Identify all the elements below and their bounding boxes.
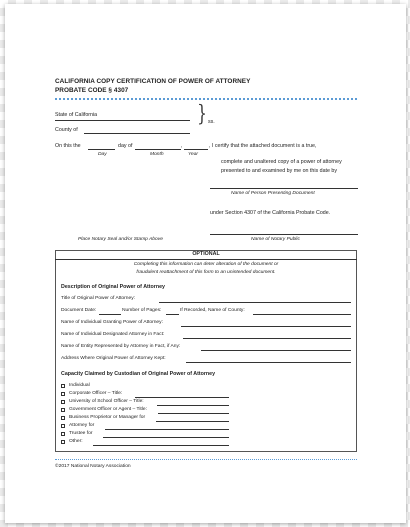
form-title: CALIFORNIA COPY CERTIFICATION OF POWER OF ATTORNEY — [55, 78, 251, 85]
document-page — [5, 4, 406, 523]
optional-heading-rule — [55, 259, 357, 260]
capacity-option-field[interactable] — [157, 405, 229, 406]
day-field[interactable] — [88, 149, 115, 150]
capacity-option: University of School Officer – Title: — [69, 399, 144, 404]
month-field[interactable] — [135, 149, 181, 150]
day-caption: Day — [98, 152, 107, 157]
designated-field[interactable] — [183, 338, 351, 339]
month-caption: Month — [150, 152, 164, 157]
capacity-option: Other: — [69, 439, 83, 444]
notary-name-caption: Name of Notary Public — [251, 237, 300, 242]
recorded-county-field[interactable] — [253, 314, 351, 315]
capacity-option: Trustee for — [69, 431, 93, 436]
year-field[interactable] — [184, 149, 208, 150]
certify-line-3: presented to and examined by me on this date by — [221, 168, 338, 174]
document-date-label: Document Date: — [61, 308, 97, 313]
capacity-option-field[interactable] — [105, 429, 229, 430]
capacity-checkbox[interactable] — [61, 392, 65, 396]
capacity-option: Government Officer or Agent – Title: — [69, 407, 147, 412]
description-heading: Description of Original Power of Attorney — [61, 284, 165, 290]
granting-label: Name of Individual Granting Power of Attorney: — [61, 320, 163, 325]
document-date-field[interactable] — [99, 314, 121, 315]
address-field[interactable] — [186, 362, 351, 363]
title-field[interactable] — [159, 302, 351, 303]
day-of-label: day of — [118, 143, 133, 149]
capacity-checkbox[interactable] — [61, 384, 65, 388]
capacity-option-field[interactable] — [156, 421, 229, 422]
optional-note-2: fraudulent reattachment of this form to an unintended document. — [136, 270, 276, 275]
capacity-checkbox[interactable] — [61, 400, 65, 404]
recorded-county-label: If Recorded, Name of County: — [180, 308, 245, 313]
state-label: State of California — [55, 112, 98, 118]
footer-divider — [55, 459, 357, 460]
entity-label: Name of Entity Represented by Attorney in Fact, if Any: — [61, 344, 181, 349]
capacity-option: Individual — [69, 383, 90, 388]
optional-heading: OPTIONAL — [192, 251, 220, 257]
title-field-label: Title of Original Power of Attorney: — [61, 296, 136, 301]
entity-field[interactable] — [201, 350, 351, 351]
capacity-option: Attorney for — [69, 423, 95, 428]
capacity-option: Business Proprietor or Manager for — [69, 415, 146, 420]
capacity-checkbox[interactable] — [61, 416, 65, 420]
designated-label: Name of Individual Designated Attorney in Fact: — [61, 332, 165, 337]
pages-field[interactable] — [166, 314, 179, 315]
presenter-name-field[interactable] — [210, 188, 358, 189]
capacity-checkbox[interactable] — [61, 408, 65, 412]
capacity-option: Corporate Officer – Title: — [69, 391, 123, 396]
presenter-name-caption: Name of Person Presenting Document — [231, 191, 315, 196]
capacity-option-field[interactable] — [158, 413, 229, 414]
under-section-text: under Section 4307 of the California Probate Code. — [210, 210, 331, 216]
county-field[interactable] — [84, 133, 190, 134]
pages-label: Number of Pages: — [122, 308, 162, 313]
title-divider — [55, 98, 357, 100]
state-line — [55, 120, 190, 121]
optional-note-1: Completing this information can deter alteration of the document or — [133, 262, 279, 267]
capacity-option-field[interactable] — [93, 445, 229, 446]
county-label: County of — [55, 127, 78, 133]
year-caption: Year — [188, 152, 199, 157]
seal-caption: Place Notary Seal and/or Stamp Above — [78, 237, 163, 242]
capacity-option-field[interactable] — [103, 437, 229, 438]
footer-copyright: ©2017 National Notary Association — [55, 464, 131, 469]
on-this-label: On this the — [55, 143, 81, 149]
notary-name-field[interactable] — [210, 234, 358, 235]
certify-line-1: , I certify that the attached document is a true, — [209, 143, 317, 149]
address-label: Address Where Original Power of Attorney Kept: — [61, 356, 166, 361]
date-comma: , — [181, 143, 183, 149]
capacity-checkbox[interactable] — [61, 432, 65, 436]
capacity-option-field[interactable] — [135, 397, 229, 398]
certify-line-2: complete and unaltered copy of a power of attorney — [221, 159, 342, 165]
form-subtitle: PROBATE CODE § 4307 — [55, 87, 129, 94]
capacity-heading: Capacity Claimed by Custodian of Original Power of Attorney — [61, 371, 216, 377]
granting-field[interactable] — [181, 326, 351, 327]
capacity-checkbox[interactable] — [61, 440, 65, 444]
capacity-checkbox[interactable] — [61, 424, 65, 428]
ss-label: ss. — [208, 119, 215, 125]
venue-brace: } — [197, 102, 207, 127]
